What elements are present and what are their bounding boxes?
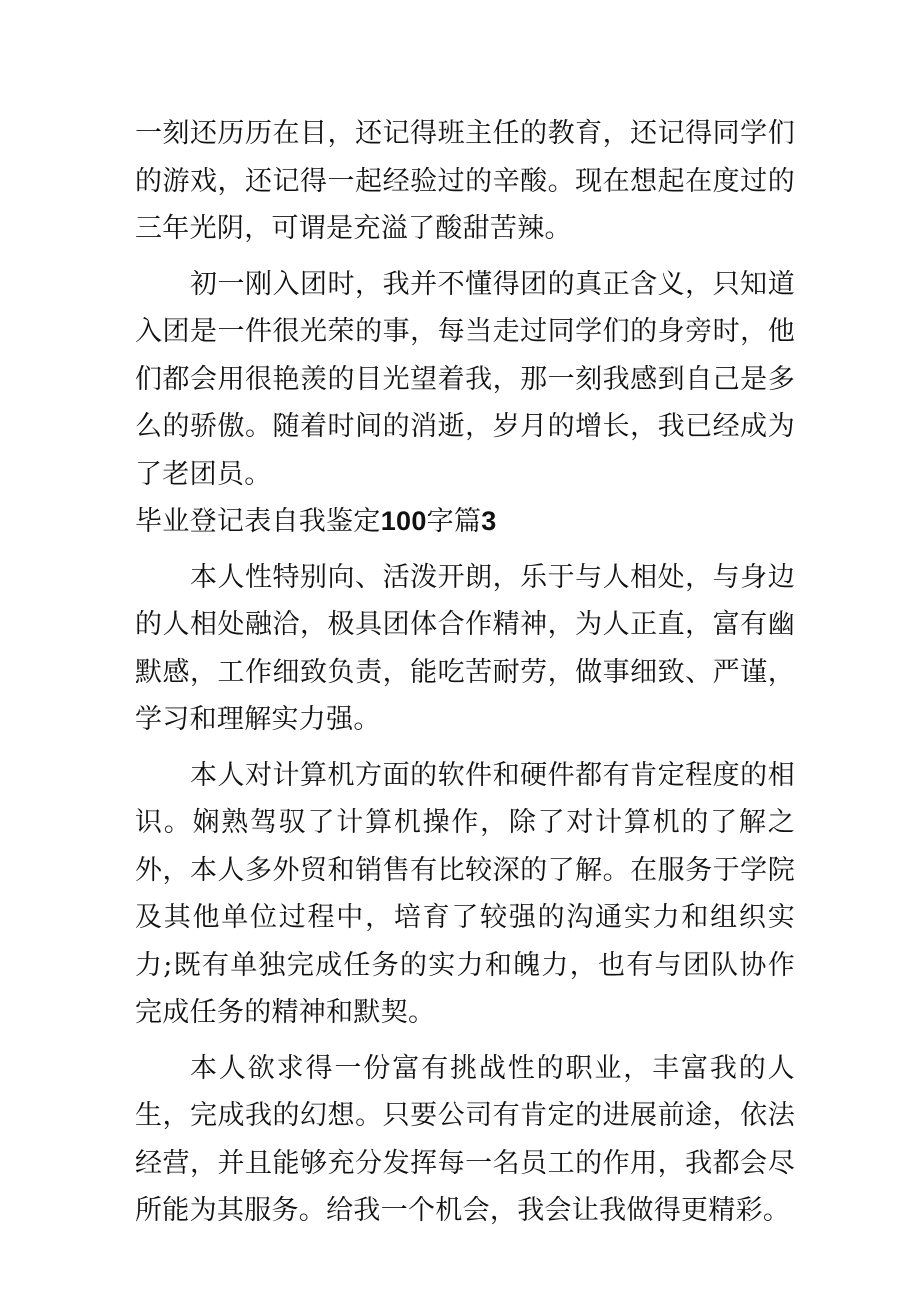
paragraph-gap <box>135 1037 795 1045</box>
heading-prefix: 毕业登记表自我鉴定 <box>135 506 381 537</box>
paragraph-gap <box>135 253 795 261</box>
section-heading <box>135 498 795 546</box>
paragraph: 本人对计算机方面的软件和硬件都有肯定程度的相识。娴熟驾驭了计算机操作，除了对计算机的了解之外，本人多外贸和销售有比较深的了解。在服务于学院及其他单位过程中，培育了较强的沟通实力和组织实力;既有单独完成任务的实力和魄力，也有与团队协作完成任务的精神和默契。 <box>135 759 795 1028</box>
paragraph: 初一刚入团时，我并不懂得团的真正含义，只知道入团是一件很光荣的事，每当走过同学们的身旁时，他们都会用很艳羡的目光望着我，那一刻我感到自己是多么的骄傲。随着时间的消逝，岁月的增长，我已经成为了老团员。 <box>135 268 795 490</box>
paragraph-gap <box>135 744 795 752</box>
heading-middle: 字篇 <box>426 506 482 537</box>
paragraph: 本人性特别向、活泼开朗，乐于与人相处，与身边的人相处融洽，极具团体合作精神，为人正直，富有幽默感，工作细致负责，能吃苦耐劳，做事细致、严谨，学习和理解实力强。 <box>135 561 795 735</box>
paragraph-continued: 一刻还历历在目，还记得班主任的教育，还记得同学们的游戏，还记得一起经验过的辛酸。现在想起在度过的三年光阴，可谓是充溢了酸甜苦辣。 <box>135 118 795 244</box>
document-page <box>135 110 795 1235</box>
heading-number: 100 <box>380 506 427 536</box>
heading-index: 3 <box>481 506 497 536</box>
paragraph: 本人欲求得一份富有挑战性的职业，丰富我的人生，完成我的幻想。只要公司有肯定的进展前途，依法经营，并且能够充分发挥每一名员工的作用，我都会尽所能为其服务。给我一个机会，我会让我做得更精彩。 <box>135 1052 795 1226</box>
paragraph-gap <box>135 546 795 554</box>
